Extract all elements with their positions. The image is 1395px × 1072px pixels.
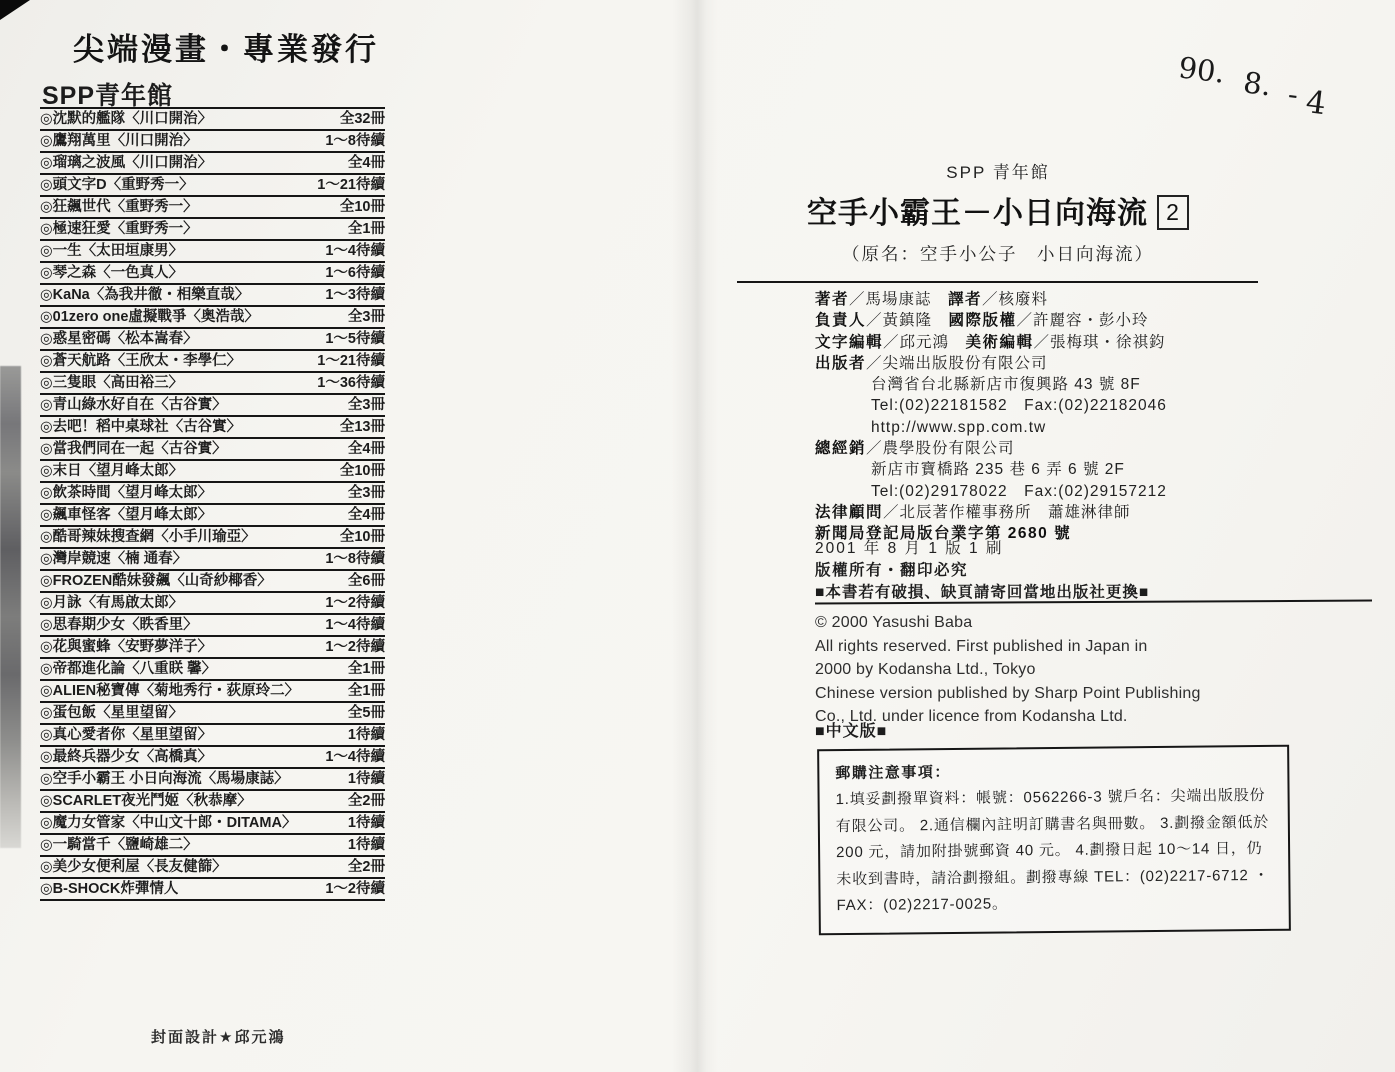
book-row [40,109,385,131]
book-volumes: 1待續 [347,770,385,787]
book-title: ◎花與蜜蜂〈安野夢洋子〉 [40,638,213,655]
edition-line: 2001 年 8 月 1 版 1 刷 [815,540,1004,557]
book-main-title-text: 空手小霸王－小日向海流 [807,197,1148,230]
english-copyright-line: Co., Ltd. under licence from Kodansha Ltd. [815,708,1128,725]
legal-advisor-value: ／北辰著作權事務所 蕭雄淋律師 [883,503,1131,521]
volume-number-badge: 2 [1157,195,1189,230]
book-title: ◎蒼天航路〈王欣太・李學仁〉 [40,352,242,369]
book-row [40,879,385,901]
book-row [40,307,385,329]
intl-rights-value: ／許麗容・彭小玲 [1016,312,1149,330]
colophon-header [737,158,1259,266]
book-volumes: 全4冊 [347,154,385,171]
book-volumes: 1～3待續 [325,286,385,303]
book-title: ◎頭文字D〈重野秀一〉 [40,176,194,193]
book-volumes: 全1冊 [347,682,385,699]
book-volumes: 1～6待續 [325,264,385,281]
book-title: ◎ALIEN秘寶傳〈菊地秀行・荻原玲二〉 [40,682,300,699]
book-title: ◎FROZEN酷妹發飆〈山奇紗椰香〉 [40,572,272,589]
book-title: ◎狂飆世代〈重野秀一〉 [40,198,198,215]
book-row [40,813,385,835]
credit-line-editors [815,332,1295,353]
book-row [40,219,385,241]
book-title: ◎KaNa〈為我井徹・相樂直哉〉 [40,286,250,303]
book-row [40,659,385,681]
book-title: ◎青山綠水好自在〈古谷實〉 [40,396,227,413]
handwritten-date-part: - [1286,76,1300,112]
book-main-title [737,188,1259,232]
book-title: ◎琴之森〈一色真人〉 [40,264,184,281]
book-title: ◎沈默的艦隊〈川口開治〉 [40,110,213,127]
book-row [40,549,385,571]
mail-order-box [817,745,1291,935]
credit-line-legal [815,502,1295,523]
art-editor-value: ／張梅琪・徐祺鈞 [1033,333,1166,351]
book-row [40,395,385,417]
book-volumes: 全1冊 [347,220,385,237]
registration-number: 新聞局登記局版台業字第 2680 號 [815,525,1072,543]
book-title: ◎飆車怪客〈望月峰太郎〉 [40,506,213,523]
adjacent-page-photo-strip [0,366,21,848]
publisher-phone: Tel:(02)22181582 Fax:(02)22182046 [871,397,1167,415]
publisher-address: 台灣省台北縣新店市復興路 43 號 8F [871,376,1141,394]
book-title: ◎B-SHOCK炸彈情人 [40,880,179,897]
author-label: 著者 [815,291,850,308]
book-row [40,285,385,307]
book-title: ◎惑星密碼〈松本嵩春〉 [40,330,198,347]
book-volumes: 1～4待續 [325,748,385,765]
book-row [40,703,385,725]
book-title: ◎灣岸競速〈楠 通春〉 [40,550,188,567]
distributor-phone: Tel:(02)29178022 Fax:(02)29157212 [871,482,1167,500]
english-copyright-line: Chinese version published by Sharp Point Publishing [815,684,1201,702]
book-volumes: 全32冊 [339,110,385,127]
book-row [40,329,385,351]
book-row [40,747,385,769]
english-copyright-line: All rights reserved. First published in Japan in [815,637,1148,655]
book-row [40,769,385,791]
legal-advisor-label: 法律顧問 [815,503,884,521]
book-row [40,527,385,549]
book-title: ◎01zero one虛擬戰爭〈奥浩哉〉 [40,308,259,325]
book-row [40,153,385,175]
book-title: ◎魔力女管家〈中山文十郎・DITAMA〉 [40,814,297,831]
book-title: ◎美少女便利屋〈長友健篩〉 [40,858,227,875]
chinese-edition-mark: ■中文版■ [815,723,888,740]
book-title: ◎極速狂愛〈重野秀一〉 [40,220,198,237]
book-volumes: 全5冊 [347,704,385,721]
english-copyright-line: © 2000 Yasushi Baba [815,614,973,631]
book-volumes: 1～21待續 [317,352,385,369]
book-row [40,197,385,219]
translator-label: 譯者 [948,291,983,308]
english-copyright-line: 2000 by Kodansha Ltd., Tokyo [815,661,1036,678]
text-editor-label: 文字編輯 [815,333,884,351]
book-row [40,725,385,747]
book-title: ◎一生〈太田垣康男〉 [40,242,184,259]
director-value: ／黃鎮隆 [866,312,949,330]
publisher-value: ／尖端出版股份有限公司 [866,354,1048,372]
book-row [40,461,385,483]
damage-notice: ■本書若有破損、缺頁請寄回當地出版社更換■ [815,584,1150,601]
book-list [40,107,385,901]
book-title: ◎空手小霸王 小日向海流〈馬場康誌〉 [40,770,289,787]
art-editor-label: 美術編輯 [965,333,1034,351]
distributor-value: ／農學股份有限公司 [866,440,1015,458]
mail-order-title: 郵購注意事項： [835,763,951,783]
book-volumes: 全10冊 [339,462,385,479]
book-volumes: 1～2待續 [325,594,385,611]
book-row [40,439,385,461]
book-volumes: 全10冊 [339,198,385,215]
book-title: ◎末日〈望月峰太郎〉 [40,462,184,479]
book-row [40,263,385,285]
book-volumes: 全10冊 [339,528,385,545]
book-title: ◎酷哥辣妹搜查網〈小手川瑜亞〉 [40,528,256,545]
book-title: ◎一騎當千〈鹽崎雄二〉 [40,836,198,853]
book-volumes: 全6冊 [347,572,385,589]
book-row [40,417,385,439]
publisher-website: http://www.spp.com.tw [871,418,1047,436]
distributor-label: 總經銷 [815,440,867,458]
book-row [40,175,385,197]
book-volumes: 1待續 [347,814,385,831]
book-title: ◎月詠〈有馬啟太郎〉 [40,594,184,611]
english-copyright-block [815,611,1295,729]
book-volumes: 1～5待續 [325,330,385,347]
book-title: ◎蛋包飯〈星里望留〉 [40,704,184,721]
book-volumes: 全3冊 [347,484,385,501]
book-row [40,483,385,505]
book-row [40,351,385,373]
text-editor-value: ／邱元鴻 [883,333,966,351]
book-volumes: 1～36待續 [317,374,385,391]
book-volumes: 全3冊 [347,396,385,413]
book-volumes: 全13冊 [339,418,385,435]
book-row [40,681,385,703]
credit-line-author [815,289,1295,310]
book-row [40,593,385,615]
publisher-label: 出版者 [815,354,867,372]
handwritten-date-part: 4 [1303,84,1328,123]
book-volumes: 1～21待續 [317,176,385,193]
book-volumes: 1～4待續 [325,242,385,259]
handwritten-date-part: 90. [1176,50,1227,90]
credit-line-distributor [815,438,1295,459]
book-volumes: 1待續 [347,726,385,743]
book-row [40,835,385,857]
intl-rights-label: 國際版權 [948,312,1017,330]
cover-design-credit: 封面設計★邱元鴻 [151,1029,286,1046]
book-row [40,857,385,879]
book-title: ◎最終兵器少女〈高橋真〉 [40,748,213,765]
scan-corner-mark [0,0,30,20]
author-value: ／馬場康誌 [849,291,949,308]
book-volumes: 1～2待續 [325,638,385,655]
original-title: （原名：空手小公子 小日向海流） [842,244,1154,264]
book-volumes: 1～8待續 [325,550,385,567]
book-volumes: 全4冊 [347,440,385,457]
section-title: SPP青年館 [42,82,174,110]
book-title: ◎三隻眼〈高田裕三〉 [40,374,184,391]
publisher-banner: 尖端漫畫・專業發行 [73,32,379,67]
credit-line-publisher [815,353,1295,374]
book-volumes: 全3冊 [347,308,385,325]
book-title: ◎瑠璃之波風〈川口開治〉 [40,154,213,171]
book-title: ◎帝都進化論〈八重眹 馨〉 [40,660,217,677]
book-title: ◎真心愛者你〈星里望留〉 [40,726,213,743]
book-title: ◎思春期少女〈眣香里〉 [40,616,198,633]
book-volumes: 1～2待續 [325,880,385,897]
book-row [40,615,385,637]
book-row [40,505,385,527]
handwritten-date [1176,49,1390,123]
translator-value: ／核廢料 [982,291,1049,308]
credits-block [815,289,1295,545]
book-title: ◎當我們同在一起〈古谷實〉 [40,440,227,457]
book-row [40,571,385,593]
book-row [40,637,385,659]
book-volumes: 1待續 [347,836,385,853]
book-volumes: 全2冊 [347,792,385,809]
book-row [40,373,385,395]
book-title: ◎去吧！稻中桌球社〈古谷實〉 [40,418,242,435]
book-row [40,131,385,153]
rights-notice: 版權所有・翻印必究 [815,562,969,579]
book-volumes: 1～8待續 [325,132,385,149]
credit-line-director [815,310,1295,331]
book-volumes: 全2冊 [347,858,385,875]
book-title: ◎鷹翔萬里〈川口開治〉 [40,132,198,149]
book-volumes: 全4冊 [347,506,385,523]
book-row [40,241,385,263]
imprint-label: SPP 青年館 [946,163,1050,182]
page-gutter-shadow [672,0,718,1072]
book-row [40,791,385,813]
book-volumes: 全1冊 [347,660,385,677]
mail-order-body: 1.填妥劃撥單資料：帳號：0562266-3 號戶名：尖端出版股份有限公司。 2.通信欄內註明訂購書名與冊數。 3.劃撥金額低於 200 元，請加附掛號郵資 40 元。 4.劃撥日起 10～14 日，仍未收到書時，請洽劃撥組。劃撥專線 TEL：(02)2217-6712 ・ FAX：(02)2217-0025。 [835,786,1270,915]
book-title: ◎SCARLET夜光鬥姬〈秋恭摩〉 [40,792,252,809]
handwritten-date-part: 8. [1241,65,1274,103]
distributor-address: 新店市寶橋路 235 巷 6 弄 6 號 2F [871,461,1125,479]
book-volumes: 1～4待續 [325,616,385,633]
divider-rule-top [737,281,1258,283]
book-title: ◎飲茶時間〈望月峰太郎〉 [40,484,213,501]
director-label: 負責人 [815,312,867,330]
